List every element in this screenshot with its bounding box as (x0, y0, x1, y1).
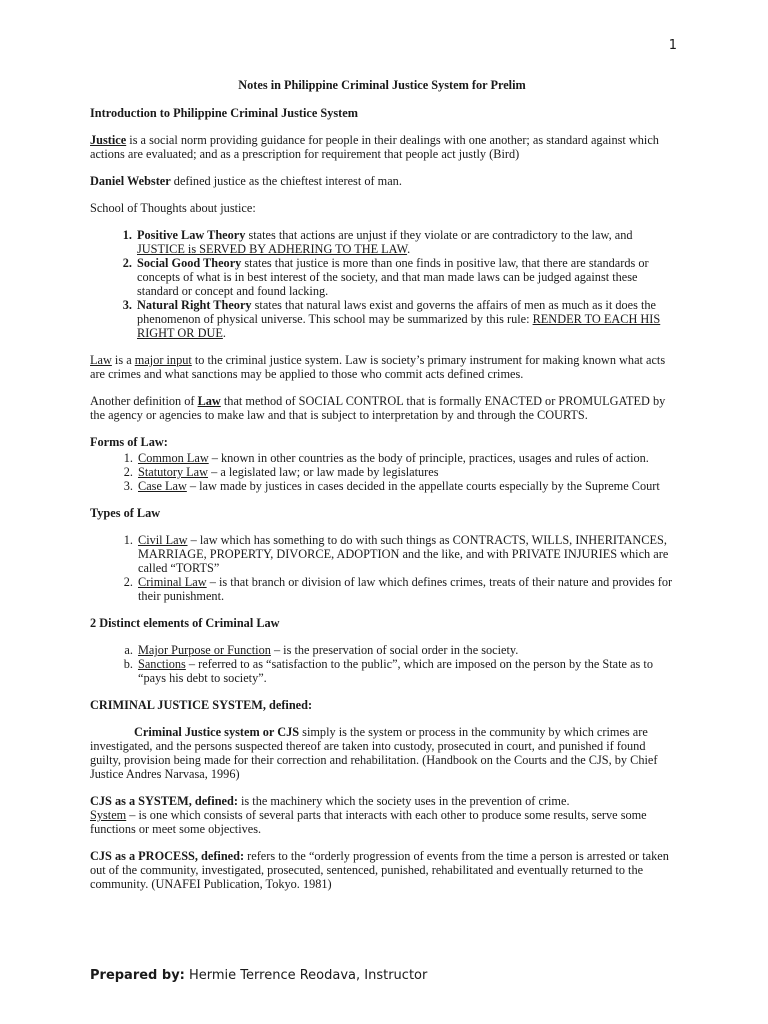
element-text: – is the preservation of social order in the society. (270, 643, 519, 657)
cjs-process-text: refers to the “orderly progression of events from the time a person is arrested or taken out of the community, investigated, prosecuted, sentenced, punished, rehabilitated and eventually returned to the community. (UNAFEI Publication, Tokyo. 1981) (90, 849, 669, 891)
law-paragraph (90, 353, 674, 381)
cjs-def-term: Criminal Justice system or CJS (134, 725, 300, 739)
webster-text: defined justice as the chieftest interest of man. (170, 174, 402, 188)
school-item (135, 298, 674, 340)
forms-heading: Forms of Law: (90, 435, 168, 449)
cjs-system-text: is the machinery which the society uses in the prevention of crime. (237, 794, 570, 808)
form-item (136, 465, 674, 479)
law-definition-paragraph (90, 394, 674, 422)
form-text: – a legislated law; or law made by legislatures (208, 465, 439, 479)
webster-name: Daniel Webster (90, 174, 171, 188)
form-item (136, 479, 674, 493)
school-text: states that justice is more than one finds in positive law, that there are standards or concepts of what is in best interest of the society, and that man made laws can be judged against these standard or concept and found lacking. (137, 256, 649, 298)
justice-term: Justice (90, 133, 127, 147)
law-term-major-input: major input (134, 353, 192, 367)
type-text: – is that branch or division of law which defines crimes, treats of their nature and provides for their punishment. (138, 575, 673, 603)
elements-list (90, 643, 674, 685)
cjs-process-term: CJS as a PROCESS, defined: (90, 849, 245, 863)
cjs-system-term: CJS as a SYSTEM, defined: (90, 794, 238, 808)
document-body (90, 70, 674, 904)
document-title: Notes in Philippine Criminal Justice System for Prelim (238, 78, 526, 92)
webster-paragraph (90, 174, 674, 188)
element-term: Major Purpose or Function (138, 643, 271, 657)
type-term: Civil Law (138, 533, 188, 547)
elements-heading: 2 Distinct elements of Criminal Law (90, 616, 280, 630)
types-heading: Types of Law (90, 506, 161, 520)
type-term: Criminal Law (138, 575, 207, 589)
form-term: Statutory Law (138, 465, 209, 479)
school-emphasis: RENDER TO EACH HIS RIGHT OR DUE (137, 312, 661, 340)
cjs-heading: CRIMINAL JUSTICE SYSTEM, defined: (90, 698, 313, 712)
form-term: Case Law (138, 479, 187, 493)
footer-author: Hermie Terrence Reodava, Instructor (184, 968, 428, 983)
law-def-pre: Another definition of (90, 394, 198, 408)
school-item (135, 256, 674, 298)
school-text: states that actions are unjust if they violate or are contradictory to the law, and (245, 228, 633, 242)
school-end: . (222, 326, 226, 340)
element-item (136, 643, 674, 657)
justice-text: is a social norm providing guidance for people in their dealings with one another; as standard against which actions are evaluated; and as a prescription for requirement that people act justly (Bird) (90, 133, 659, 161)
law-def-text: that method of SOCIAL CONTROL that is formally ENACTED or PROMULGATED by the agency or agencies to make law and that is subject to interpretation by and through the COURTS. (90, 394, 666, 422)
footer-label: Prepared by: (90, 968, 185, 983)
form-item (136, 451, 674, 465)
justice-paragraph (90, 133, 674, 161)
school-term: Social Good Theory (137, 256, 242, 270)
system-term: System (90, 808, 127, 822)
form-term: Common Law (138, 451, 209, 465)
school-term: Natural Right Theory (137, 298, 252, 312)
form-text: – known in other countries as the body of principle, practices, usages and rules of action. (208, 451, 649, 465)
cjs-process-paragraph (90, 849, 674, 891)
element-item (136, 657, 674, 685)
school-item (135, 228, 674, 256)
types-list (90, 533, 674, 603)
law-def-term: Law (197, 394, 221, 408)
school-text: states that natural laws exist and governs the affairs of men as much as it does the phenomenon of physical universe. This school may be summarized by this rule: (137, 298, 656, 326)
school-emphasis: JUSTICE is SERVED BY ADHERING TO THE LAW (137, 242, 408, 256)
element-term: Sanctions (138, 657, 186, 671)
cjs-def-text: simply is the system or process in the community by which crimes are investigated, and the persons suspected thereof are taken into custody, prosecuted in court, and punished if found guilty, provision being made for their correction and rehabilitation. (Handbook on the Courts and the CJS, by Chief Justice Andres Narvasa, 1996) (90, 725, 658, 781)
type-text: – law which has something to do with such things as CONTRACTS, WILLS, INHERITANCES, MARRIAGE, PROPERTY, DIVORCE, ADOPTION and the like, and with PRIVATE INJURIES which are called “TORTS” (138, 533, 669, 575)
law-term: Law (90, 353, 112, 367)
law-mid: is a (111, 353, 135, 367)
schools-intro: School of Thoughts about justice: (90, 201, 256, 215)
system-text: – is one which consists of several parts that interacts with each other to produce some results, serve some functions or meet some objectives. (90, 808, 647, 836)
school-term: Positive Law Theory (137, 228, 246, 242)
type-item (136, 533, 674, 575)
page-footer (90, 968, 427, 983)
cjs-system-paragraph (90, 794, 674, 836)
law-text: to the criminal justice system. Law is society’s primary instrument for making known what acts are crimes and what sanctions may be applied to those who commit acts defined crimes. (90, 353, 666, 381)
school-end: . (407, 242, 411, 256)
cjs-definition-paragraph (90, 725, 674, 781)
element-text: – referred to as “satisfaction to the public”, which are imposed on the person by the State as to “pays his debt to society”. (138, 657, 653, 685)
schools-list (90, 228, 674, 340)
page-number: 1 (668, 38, 677, 53)
forms-list (90, 451, 674, 493)
form-text: – law made by justices in cases decided in the appellate courts especially by the Supreme Court (186, 479, 660, 493)
type-item (136, 575, 674, 603)
intro-heading: Introduction to Philippine Criminal Justice System (90, 106, 358, 120)
